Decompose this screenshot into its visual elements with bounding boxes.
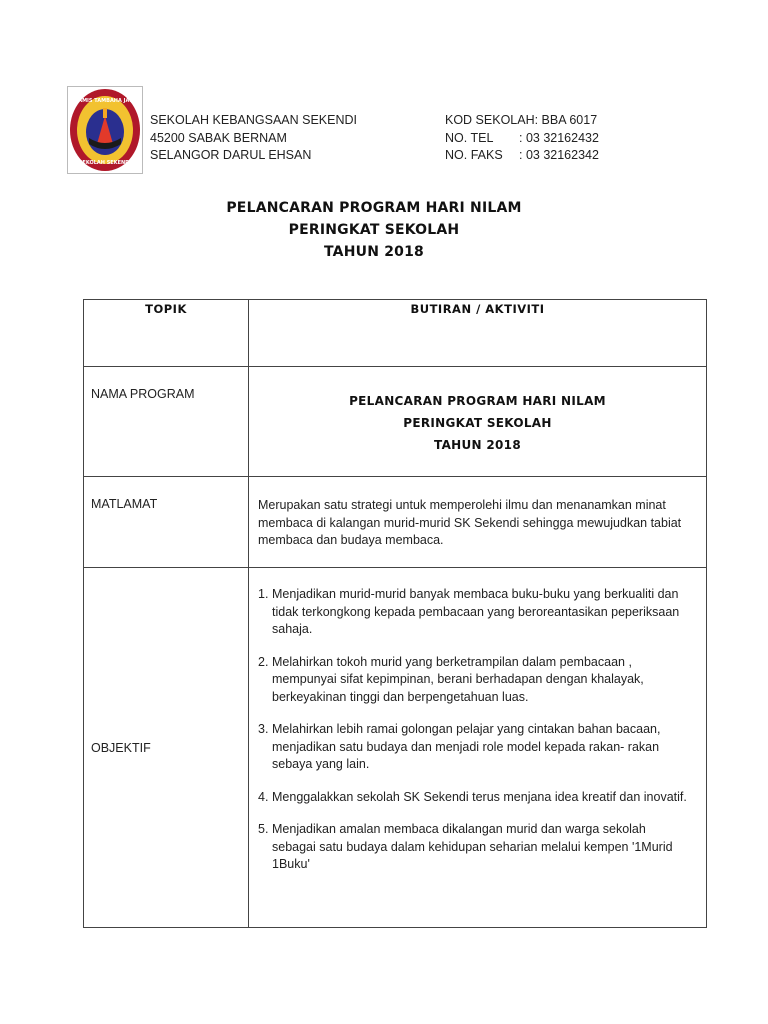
program-line-2: PERINGKAT SEKOLAH <box>403 416 552 430</box>
program-table <box>83 299 707 928</box>
table-header-row <box>84 300 707 367</box>
matlamat-label: MATLAMAT <box>84 477 249 568</box>
header-topik: TOPIK <box>84 300 249 367</box>
program-line-3: TAHUN 2018 <box>434 438 521 452</box>
list-item: 3. Melahirkan lebih ramai golongan pelajar yang cintakan bahan bacaan, menjadikan satu budaya dan menjadi role model kepada rakan- rakan sebaya yang lain. <box>258 722 661 771</box>
list-item: 5. Menjadikan amalan membaca dikalangan murid dan warga sekolah sebagai satu budaya dalam kehidupan seharian melalui kempen '1Murid 1Buku' <box>258 822 673 871</box>
school-contact <box>445 112 599 165</box>
matlamat-text: Merupakan satu strategi untuk memperolehi ilmu dan menanamkan minat membaca di kalangan murid-murid SK Sekendi sehingga mewujudkan tabiat membaca dan budaya membaca. <box>249 477 707 568</box>
school-address <box>150 112 357 165</box>
program-line-1: PELANCARAN PROGRAM HARI NILAM <box>349 394 606 408</box>
tel-row <box>445 130 599 148</box>
svg-text:SEKOLAH SEKENDI: SEKOLAH SEKENDI <box>78 160 132 166</box>
fax-label: NO. FAKS <box>445 148 503 162</box>
table-row-nama-program <box>84 367 707 477</box>
nama-program-value <box>249 367 707 477</box>
document-title <box>0 197 768 263</box>
list-item: 1. Menjadikan murid-murid banyak membaca buku-buku yang berkualiti dan tidak terkongkong kepada pembacaan yang beroreantasikan peperiksaan sahaja. <box>258 587 680 636</box>
tel-value: : 03 32162432 <box>519 130 599 145</box>
list-item: 4. Menggalakkan sekolah SK Sekendi terus menjana idea kreatif dan inovatif. <box>258 789 687 804</box>
header-butiran: BUTIRAN / AKTIVITI <box>249 300 707 367</box>
table-row-matlamat <box>84 477 707 568</box>
nama-program-label: NAMA PROGRAM <box>84 367 249 477</box>
title-line-2: PERINGKAT SEKOLAH <box>288 222 460 238</box>
tel-label: NO. TEL <box>445 130 494 145</box>
svg-text:GAMIS TAMBAHA JAYA: GAMIS TAMBAHA JAYA <box>74 98 136 104</box>
fax-row <box>445 147 599 165</box>
address-line-2: 45200 SABAK BERNAM <box>150 130 287 145</box>
school-name: SEKOLAH KEBANGSAAN SEKENDI <box>150 113 358 127</box>
objektif-list <box>249 568 706 874</box>
title-line-3: TAHUN 2018 <box>324 244 424 260</box>
fax-value: : 03 32162342 <box>519 148 599 162</box>
title-line-1: PELANCARAN PROGRAM HARI NILAM <box>226 200 522 216</box>
school-code: KOD SEKOLAH: BBA 6017 <box>445 113 598 127</box>
objektif-label: OBJEKTIF <box>84 568 249 928</box>
objektif-list-cell <box>249 568 707 928</box>
school-logo <box>67 86 143 174</box>
address-line-3: SELANGOR DARUL EHSAN <box>150 148 312 162</box>
list-item: 2. Melahirkan tokoh murid yang berketrampilan dalam pembacaan , mempunyai sifat kepimpinan, berani berhadapan dengan khalayak, berkeyakinan tinggi dan berpengetahuan luas. <box>258 654 644 704</box>
table-row-objektif <box>84 568 707 928</box>
